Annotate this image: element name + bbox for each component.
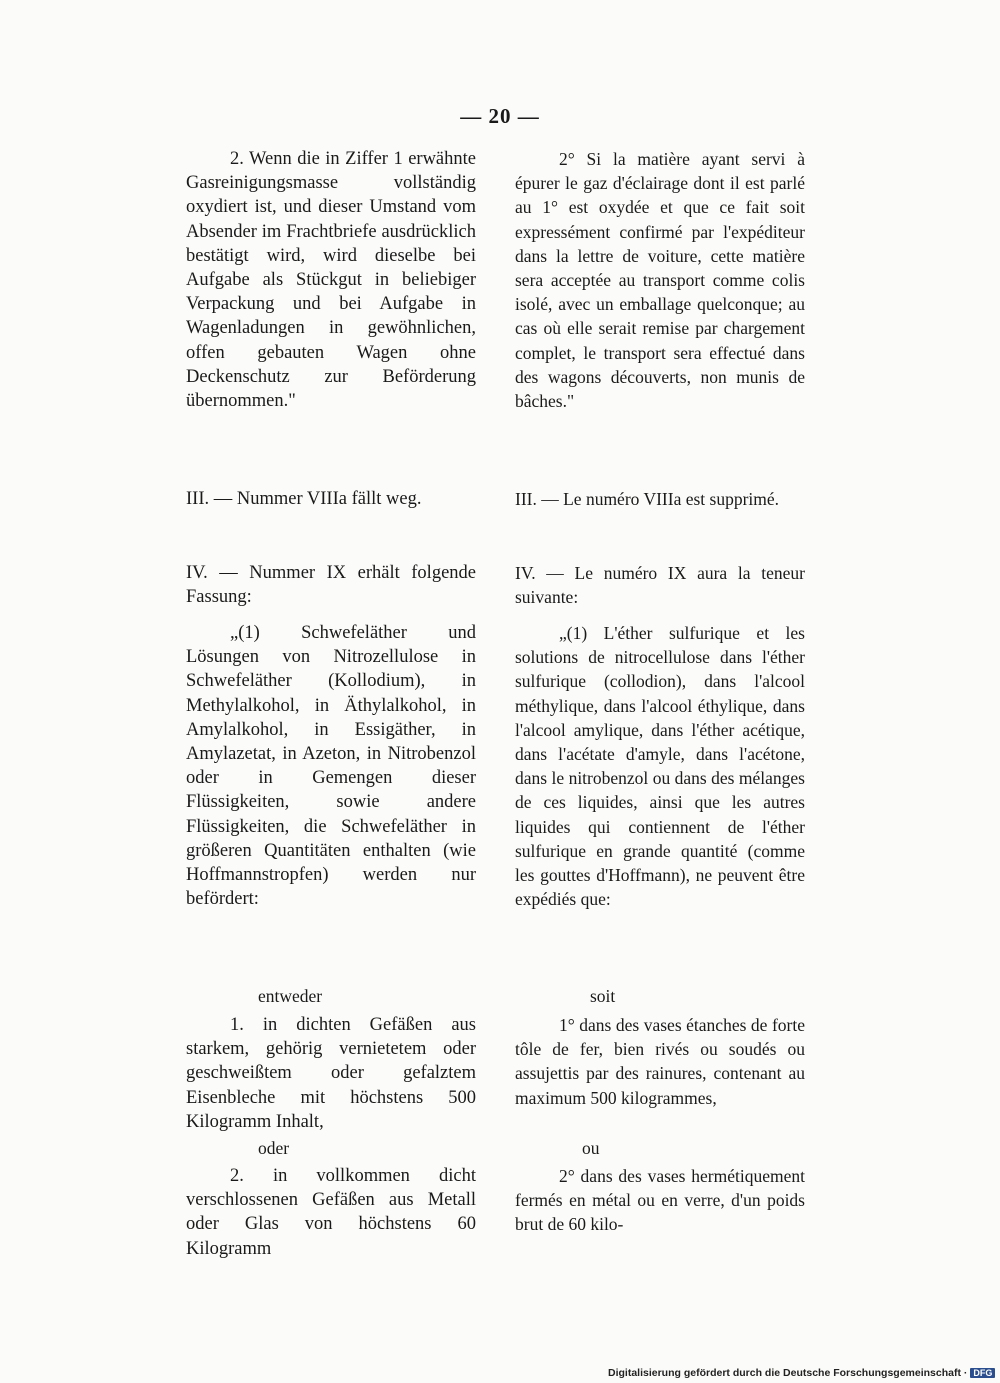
french-section-iii: III. — Le numéro VIIIa est supprimé. (515, 489, 780, 509)
french-paragraph-1: „(1) L'éther sulfurique et les solutions de nitrocellulose dans l'éther sulfurique (collodion), dans l'alcool méthylique, dans l'alcool éthylique, dans l'alcool amylique, dans l'éther acétique, dans l'acétate d'amyle, dans l'acétone, dans le nitrobenzol ou dans des mélanges de ces liquides, ainsi que les autres liquides qui contiennent de l'éther sulfurique en grande quantité (comme les gouttes d'Hoffmann), ne peuvent être expédiés que: (515, 623, 805, 910)
german-paragraph-2: 2. Wenn die in Ziffer 1 erwähnte Gasreinigungsmasse vollständig oxydiert ist, und dieser Umstand vom Absender im Frachtbriefe ausdrücklich bestätigt wird, wird dieselbe bei Aufgabe als Stückgut in beliebiger Verpackung und bei Aufgabe in Wagenladungen in gewöhnlichen, offen gebauten Wagen ohne Deckenschutz zur Beförderung übernommen." (186, 149, 476, 412)
french-item-1: 1° dans des vases étanches de forte tôle de fer, bien rivés ou soudés ou assujettis par des rainures, contenant au maximum 500 kilogrammes, (515, 1015, 805, 1108)
dfg-logo: DFG (970, 1368, 995, 1378)
german-item-2: 2. in vollkommen dicht verschlossenen Gefäßen aus Metall oder Glas von höchstens 60 Kilogramm (186, 1166, 476, 1259)
french-word-soit: soit (590, 986, 616, 1006)
digitization-credit (608, 1367, 998, 1379)
german-section-iii: III. — Nummer VIIIa fällt weg. (186, 489, 422, 509)
page-number: — 20 — (460, 104, 540, 128)
french-item-2: 2° dans des vases hermétiquement fermés en métal ou en verre, d'un poids brut de 60 kilo- (515, 1166, 805, 1235)
french-section-iv: IV. — Le numéro IX aura la teneur suivante: (515, 563, 805, 608)
german-word-entweder: entweder (258, 986, 323, 1006)
french-word-ou: ou (582, 1138, 600, 1158)
german-word-oder: oder (258, 1138, 290, 1158)
german-section-iv: IV. — Nummer IX erhält folgende Fassung: (186, 563, 476, 608)
german-item-1: 1. in dichten Gefäßen aus starkem, gehörig vernietetem oder geschweißtem oder gefalztem Eisenbleche mit höchstens 500 Kilogramm Inhalt, (186, 1015, 476, 1132)
french-paragraph-2: 2° Si la matière ayant servi à épurer le gaz d'éclairage dont il est parlé au 1° est oxydée et que ce fait soit expressément confirmé par l'expéditeur dans la lettre de voiture, cette matière sera acceptée au transport comme colis isolé, avec un emballage quelconque; au cas où elle serait remise par chargement complet, le transport sera effectué dans des wagons découverts, non munis de bâches." (515, 149, 805, 412)
credit-text: Digitalisierung gefördert durch die Deutsche Forschungsgemeinschaft · (608, 1367, 968, 1379)
german-paragraph-1: „(1) Schwefeläther und Lösungen von Nitrozellulose in Schwefeläther (Kollodium), in Methylalkohol, in Äthylalkohol, in Amylalkohol, in Essigäther, in Amylazetat, in Azeton, in Nitrobenzol oder in Gemengen dieser Flüssigkeiten, sowie andere Flüssigkeiten, die Schwefeläther in größeren Quantitäten enthalten (wie Hoffmannstropfen) werden nur befördert: (186, 623, 476, 910)
